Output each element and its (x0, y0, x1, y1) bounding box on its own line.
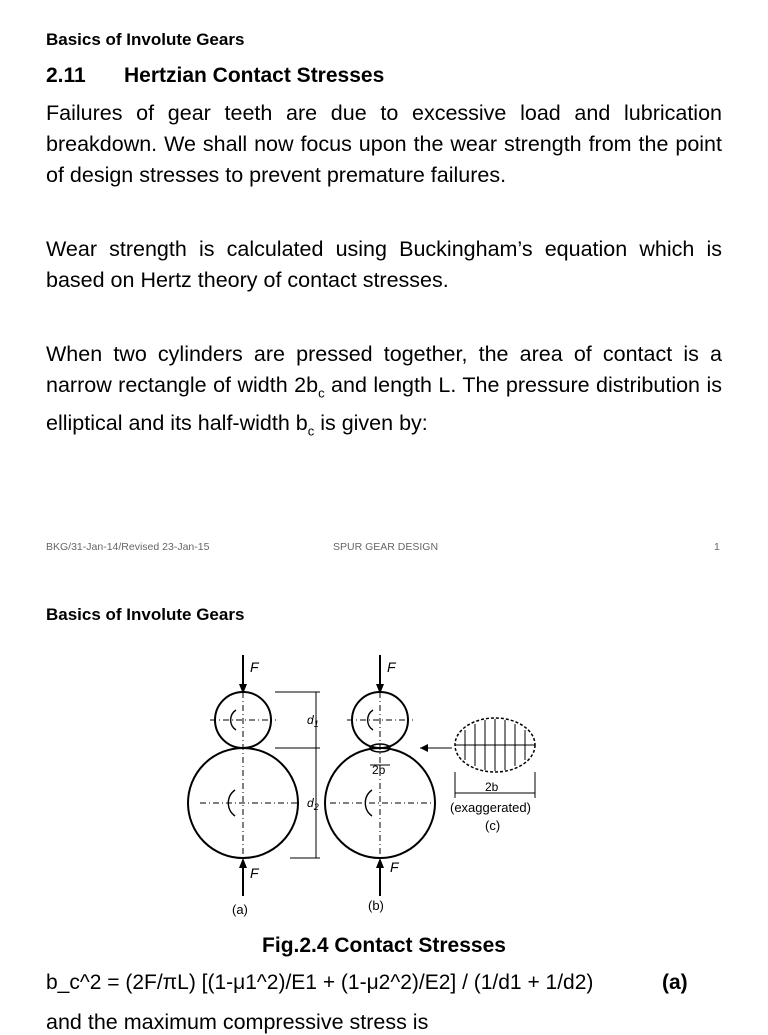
label-c: (c) (485, 818, 501, 833)
contact-stress-figure (180, 650, 560, 930)
equation-bc: b_c^2 = (2F/πL) [(1-μ1^2)/E1 + (1-μ2^2)/E2] / (1/d1 + 1/d2) (46, 971, 594, 994)
label-b: (b) (368, 898, 384, 913)
para3-text-a: When two cylinders are pressed together, the area of contact is a narrow rectangle of width 2b (46, 342, 722, 397)
footer-left: BKG/31-Jan-14/Revised 23-Jan-15 (46, 541, 210, 553)
label-d1: $d_1$ (307, 713, 319, 729)
paragraph-failures: Failures of gear teeth are due to excessive load and lubrication breakdown. We shall now focus upon the wear strength from the point of design stresses to prevent premature failures. (46, 101, 722, 187)
para3-text-b: and length L. The pressure distribution is elliptical and its half-width b (46, 373, 722, 436)
slide-header: Basics of Involute Gears (46, 30, 245, 49)
para3-sub-c: c (318, 385, 325, 401)
label-force-a-top: F (250, 659, 259, 675)
section-heading (46, 64, 384, 88)
paragraph-wear-strength: Wear strength is calculated using Buckingham’s equation which is based on Hertz theory of contact stresses. (46, 237, 722, 292)
label-a: (a) (232, 902, 248, 917)
label-2b-contact: 2b (372, 763, 386, 777)
label-force-b-top: F (387, 659, 396, 675)
footer-center: SPUR GEAR DESIGN (333, 541, 439, 553)
section-title: Hertzian Contact Stresses (124, 64, 385, 87)
para3-sub-c2: c (307, 423, 315, 439)
truncated-text: and the maximum compressive stress is (46, 1010, 429, 1034)
equation-label: (a) (662, 971, 688, 994)
label-force-a-bottom: F (250, 865, 259, 881)
label-2b-width: 2b (485, 780, 499, 794)
paragraph-cylinders (46, 339, 722, 447)
label-d2: $d_2$ (307, 796, 319, 812)
slide2-header: Basics of Involute Gears (46, 605, 245, 624)
label-exaggerated: (exaggerated) (450, 800, 531, 815)
section-number: 2.11 (46, 64, 86, 87)
figure-caption: Fig.2.4 Contact Stresses (262, 934, 506, 957)
footer-page-number: 1 (714, 541, 720, 553)
para3-text-c: is given by: (314, 411, 428, 436)
label-force-b-bottom: F (390, 859, 399, 875)
